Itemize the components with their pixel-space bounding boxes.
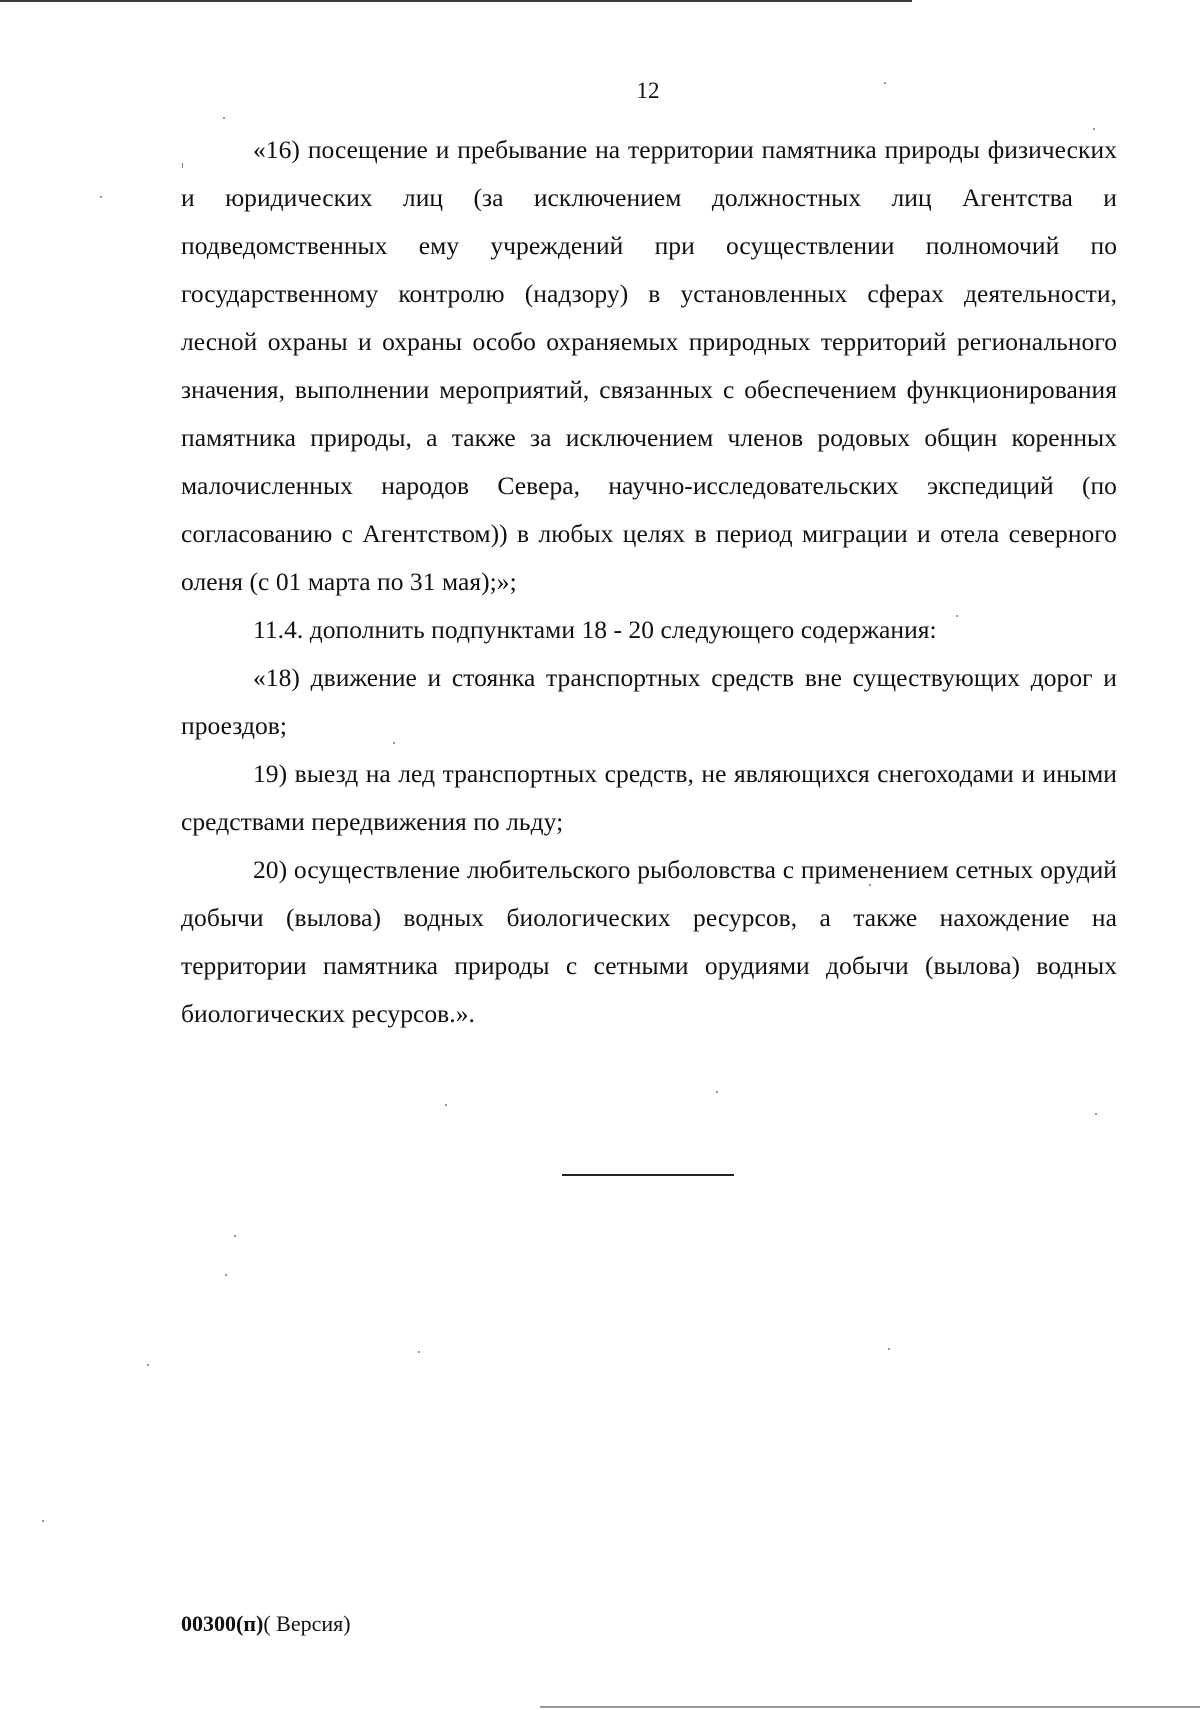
scan-speck bbox=[716, 1091, 718, 1093]
scan-speck bbox=[182, 163, 183, 168]
scan-speck bbox=[42, 1520, 44, 1522]
scan-speck bbox=[888, 1348, 890, 1350]
scan-speck bbox=[223, 117, 225, 119]
paragraph-19: 19) выезд на лед транспортных средств, не являющихся снегоходами и иными средствами передвижения по льду; bbox=[181, 759, 1117, 836]
scan-speck bbox=[869, 884, 871, 886]
scan-speck bbox=[1093, 128, 1095, 130]
footer-document-code bbox=[181, 1609, 351, 1639]
scan-speck bbox=[234, 1235, 236, 1237]
paragraph-11-4: 11.4. дополнить подпунктами 18 - 20 следующего содержания: bbox=[253, 615, 937, 644]
document-body bbox=[181, 126, 1117, 1038]
paragraph-20: 20) осуществление любительского рыболовства с применением сетных орудий добычи (вылова) водных биологических ресурсов, а также нахождение на территории памятника природы с сетными орудиями добычи (вылова) водных биологических ресурсов.». bbox=[181, 855, 1117, 1028]
scan-edge-bottom bbox=[540, 1706, 1200, 1708]
scan-speck bbox=[100, 196, 102, 198]
page-number: 12 bbox=[636, 78, 660, 103]
scan-edge-top bbox=[0, 0, 912, 2]
footer-version: ( Версия) bbox=[263, 1611, 351, 1636]
scan-speck bbox=[445, 1104, 447, 1106]
paragraph-16: «16) посещение и пребывание на территории памятника природы физических и юридических лиц (за исключением должностных лиц Агентства и подведомственных ему учреждений при осуществлении полномочий по государственному контролю (надзору) в установленных сферах деятельности, лесной охраны и охраны особо охраняемых природных территорий регионального значения, выполнении мероприятий, связанных с обеспечением функционирования памятника природы, а также за исключением членов родовых общин коренных малочисленных народов Севера, научно-исследовательских экспедиций (по согласованию с Агентством)) в любых целях в период миграции и отела северного оленя (с 01 марта по 31 мая);»; bbox=[181, 135, 1117, 596]
scan-speck bbox=[884, 82, 886, 84]
scan-speck bbox=[1095, 1113, 1097, 1115]
scan-speck bbox=[147, 1364, 149, 1366]
scan-speck bbox=[393, 742, 395, 744]
paragraph-18: «18) движение и стоянка транспортных средств вне существующих дорог и проездов; bbox=[181, 663, 1117, 740]
scan-speck bbox=[225, 1274, 227, 1276]
scan-speck bbox=[418, 1351, 420, 1353]
scan-speck bbox=[956, 615, 958, 617]
footer-code: 00300(п) bbox=[181, 1611, 264, 1636]
end-separator-line bbox=[562, 1174, 734, 1176]
